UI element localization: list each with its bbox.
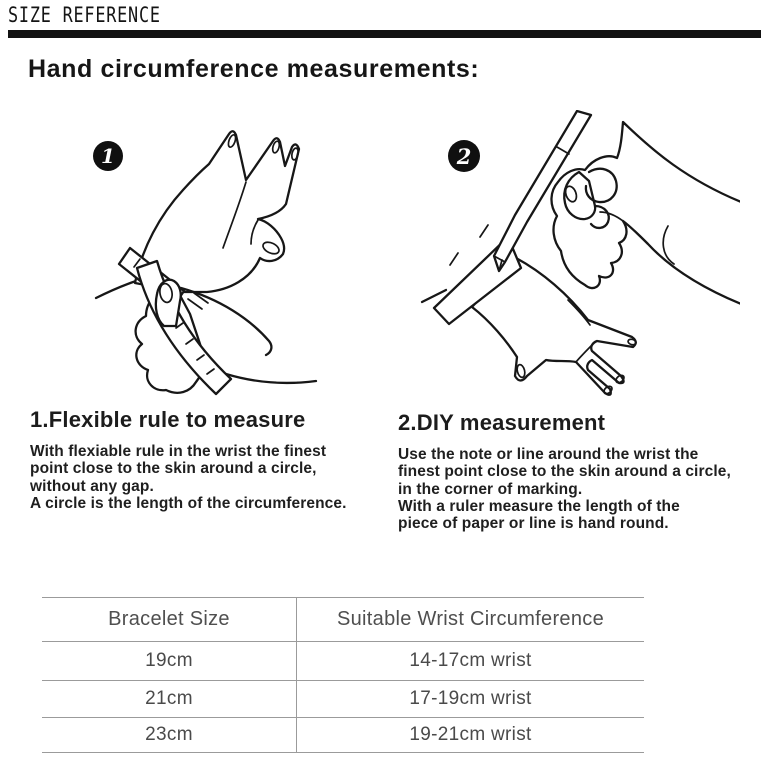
step-2-description-line: finest point close to the skin around a circle,	[398, 463, 731, 481]
step-1-heading: 1.Flexible rule to measure	[30, 407, 306, 432]
pen-marking-wrist-illustration	[420, 110, 740, 410]
wrist-circumference-cell: 17-19cm wrist	[409, 688, 532, 709]
step-1-description-line: point close to the skin around a circle,	[30, 460, 317, 478]
bracelet-size-cell: 23cm	[42, 718, 297, 752]
wrist-circumference-cell: 14-17cm wrist	[409, 650, 532, 671]
flexible-tape-measure-illustration	[80, 120, 380, 410]
main-heading: Hand circumference measurements:	[28, 55, 480, 83]
step-2-badge-number: 2	[456, 143, 472, 169]
step-1-description	[30, 443, 380, 512]
size-table	[42, 597, 644, 753]
bracelet-size-cell: 21cm	[42, 681, 297, 717]
table-header-row	[42, 598, 644, 642]
step-2-description	[398, 446, 758, 532]
table-row	[42, 681, 644, 718]
title-underline-bar	[8, 30, 761, 38]
step-1-description-line: With flexiable rule in the wrist the finest	[30, 443, 327, 460]
wrist-circumference-cell: 19-21cm wrist	[409, 724, 532, 745]
table-header-wrist-circumference: Suitable Wrist Circumference	[336, 608, 604, 630]
bracelet-size-cell: 19cm	[42, 642, 297, 680]
page-title: SIZE REFERENCE	[8, 3, 161, 27]
table-row	[42, 642, 644, 681]
step-2-description-line: With a ruler measure the length of the	[398, 497, 680, 515]
step-2-description-line: piece of paper or line is hand round.	[398, 515, 669, 533]
step-2-description-line: Use the note or line around the wrist the	[398, 446, 699, 463]
table-header-bracelet-size: Bracelet Size	[42, 598, 297, 641]
table-row	[42, 718, 644, 753]
step-1-description-line: without any gap.	[30, 477, 154, 495]
step-1-badge-number: 1	[101, 144, 115, 168]
step-2-description-line: in the corner of marking.	[398, 480, 583, 498]
step-1-description-line: A circle is the length of the circumference.	[30, 494, 347, 512]
step-2-heading: 2.DIY measurement	[398, 410, 606, 435]
